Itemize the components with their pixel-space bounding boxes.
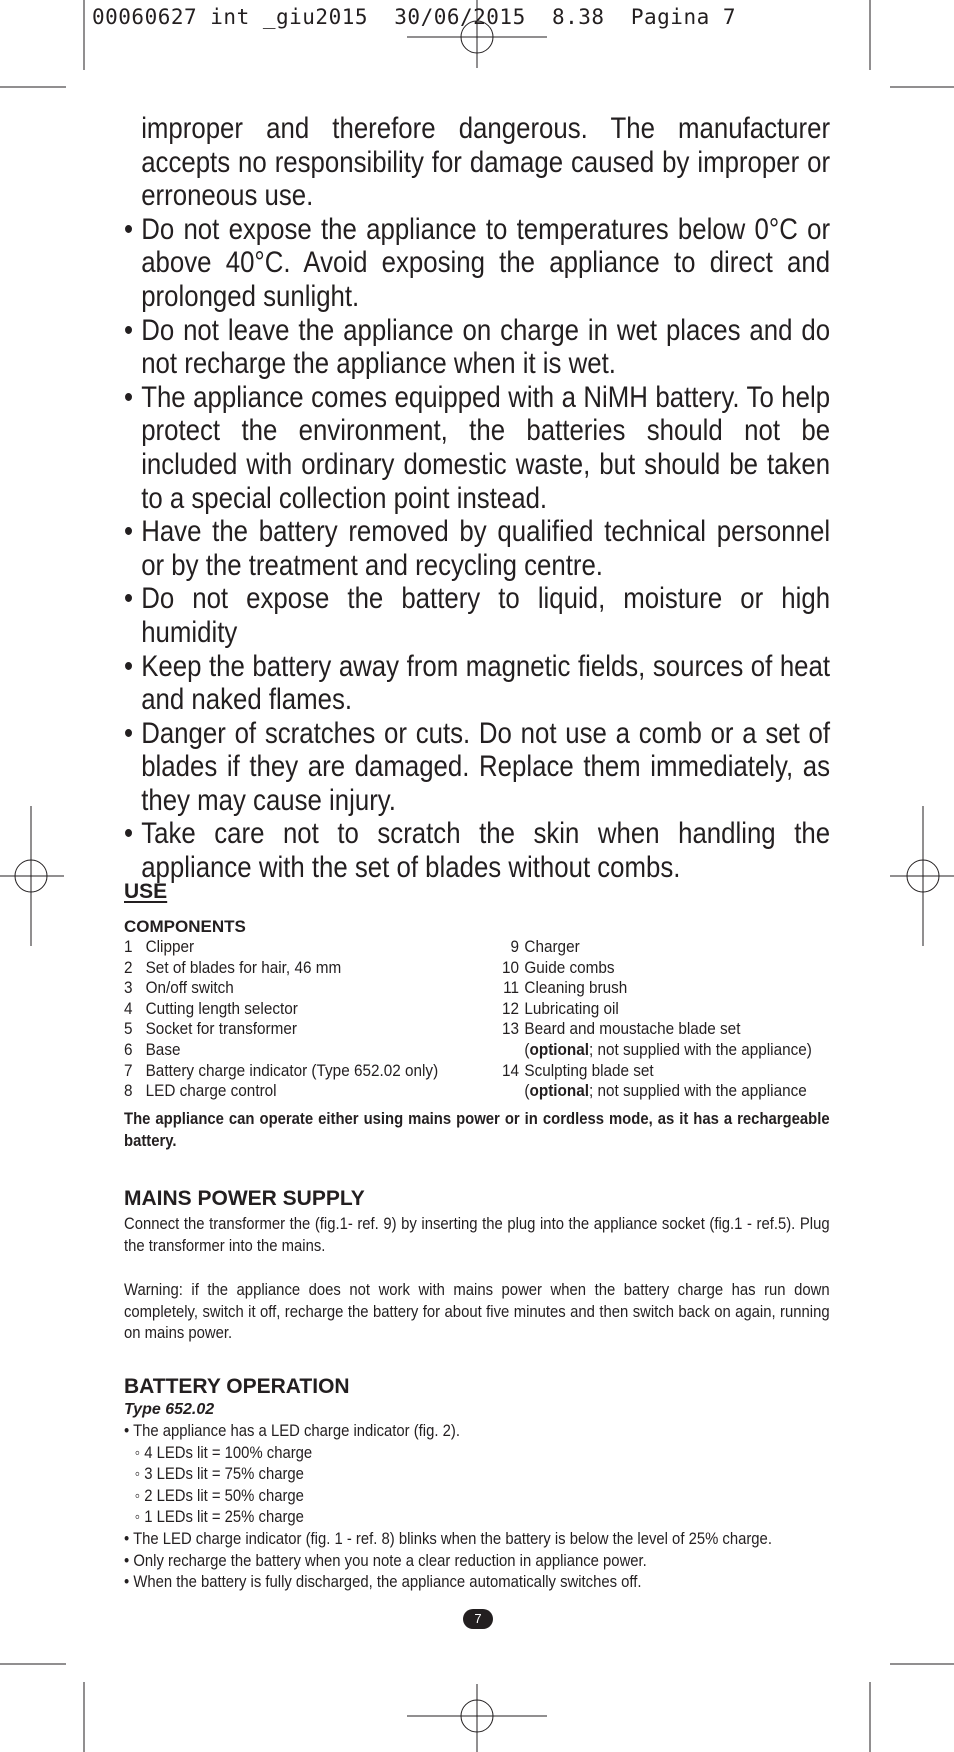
led-level-item: ◦ 1 LEDs lit = 25% charge	[134, 1508, 304, 1527]
components-section	[124, 917, 830, 937]
warning-bullet: • Take care not to scratch the skin when handling the appliance with the set of blades without combs.	[124, 817, 831, 885]
mains-paragraph-2: Warning: if the appliance does not work with mains power when the battery charge has run down completely, switch it off, recharge the battery for about five minutes and then switch back on again, running on mains power.	[124, 1281, 830, 1343]
use-section	[124, 880, 830, 904]
component-item: 10 Guide combs	[501, 957, 615, 977]
component-item: 12 Lubricating oil	[501, 998, 619, 1018]
warnings-section	[124, 112, 830, 885]
battery-bullet: • Only recharge the battery when you note a clear reduction in appliance power.	[124, 1551, 647, 1570]
warning-bullet: • Keep the battery away from magnetic fields, sources of heat and naked flames.	[124, 649, 831, 717]
component-item: 11 Cleaning brush	[503, 978, 628, 998]
battery-bullet: • The appliance has a LED charge indicator (fig. 2).	[124, 1422, 460, 1440]
battery-type: Type 652.02	[124, 1401, 215, 1418]
component-note: (optional; not supplied with the appliance)	[524, 1039, 812, 1059]
component-item: 4 Cutting length selector	[124, 998, 298, 1018]
component-item: 1 Clipper	[124, 937, 195, 956]
battery-title: BATTERY OPERATION	[124, 1375, 350, 1398]
warning-bullet: • The appliance comes equipped with a NiMH battery. To help protect the environment, the batteries should not be included with ordinary domestic waste, but should be taken to a special collection point instead.	[124, 380, 831, 515]
cordless-note: The appliance can operate either using mains power or in cordless mode, as it has a rechargeable battery.	[124, 1110, 830, 1150]
mains-section	[124, 1187, 830, 1211]
print-slug-header: 00060627 int _giu2015 30/06/2015 8.38 Pagina 7	[92, 5, 737, 29]
led-level-item: ◦ 4 LEDs lit = 100% charge	[134, 1443, 313, 1462]
warning-bullet: • Do not leave the appliance on charge in wet places and do not recharge the appliance when it is wet.	[124, 313, 831, 381]
component-item: 3 On/off switch	[124, 978, 234, 998]
led-level-item: ◦ 3 LEDs lit = 75% charge	[134, 1465, 304, 1484]
warning-bullet: • Do not expose the battery to liquid, moisture or high humidity	[124, 582, 831, 649]
component-item: 9 Charger	[510, 937, 580, 956]
battery-section	[124, 1375, 830, 1399]
component-item: 7 Battery charge indicator (Type 652.02 only)	[124, 1060, 439, 1080]
battery-bullet: • The LED charge indicator (fig. 1 - ref. 8) blinks when the battery is below the level of 25% charge.	[124, 1529, 772, 1548]
component-item: 2 Set of blades for hair, 46 mm	[124, 957, 342, 977]
component-item: 5 Socket for transformer	[124, 1019, 297, 1039]
mains-paragraph-1: Connect the transformer the (fig.1- ref. 9) by inserting the plug into the appliance socket (fig.1 - ref.5). Plug the transformer into the mains.	[124, 1215, 830, 1255]
component-item: 6 Base	[124, 1039, 181, 1059]
battery-type-section	[124, 1401, 830, 1419]
battery-bullet: • When the battery is fully discharged, the appliance automatically switches off.	[124, 1573, 642, 1592]
components-title: COMPONENTS	[124, 917, 246, 936]
battery-list	[124, 1421, 830, 1594]
component-note: (optional; not supplied with the appliance	[524, 1081, 807, 1101]
mains-title: MAINS POWER SUPPLY	[124, 1187, 365, 1210]
warning-lead-text: improper and therefore dangerous. The manufacturer accepts no responsibility for damage caused by improper or erroneous use.	[141, 112, 831, 213]
component-item: 13 Beard and moustache blade set	[501, 1019, 741, 1039]
components-left-list	[124, 937, 504, 1102]
warning-bullet: • Do not expose the appliance to temperatures below 0°C or above 40°C. Avoid exposing the appliance to direct and prolonged sunlight.	[124, 212, 831, 313]
component-item: 14 Sculpting blade set	[501, 1060, 654, 1080]
warning-bullet: • Danger of scratches or cuts. Do not use a comb or a set of blades if they are damaged. Replace them immediately, as they may cause injury.	[124, 716, 831, 817]
use-title: USE	[124, 880, 168, 903]
led-level-item: ◦ 2 LEDs lit = 50% charge	[134, 1486, 304, 1505]
components-right-list	[492, 937, 832, 1102]
cordless-note-section	[124, 1109, 830, 1152]
warning-bullet: • Have the battery removed by qualified technical personnel or by the treatment and recycling centre.	[124, 515, 831, 582]
component-item: 8 LED charge control	[124, 1081, 277, 1101]
page-number: 7	[463, 1609, 493, 1629]
